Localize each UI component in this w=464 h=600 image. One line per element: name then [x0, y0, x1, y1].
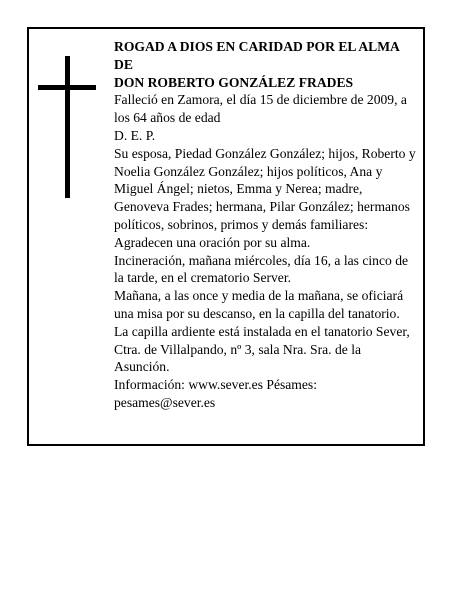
dep-text: D. E. P. — [114, 127, 156, 143]
contact-info: Información: www.sever.es Pésames: pesames@sever.es — [114, 377, 317, 410]
obituary-text — [114, 38, 419, 412]
cross-horizontal-bar — [38, 85, 96, 90]
prayer-request: Agradecen una oración por su alma. — [114, 234, 311, 250]
chapel-info: La capilla ardiente está instalada en el tanatorio Sever, Ctra. de Villalpando, nº 3, sala Nra. Sra. de la Asunción. — [114, 323, 410, 375]
headline-prayer: ROGAD A DIOS EN CARIDAD POR EL ALMA DE — [114, 39, 400, 72]
death-info: Falleció en Zamora, el día 15 de diciembre de 2009, a los 64 años de edad — [114, 92, 407, 126]
cross-vertical-bar — [65, 56, 70, 198]
cremation-info: Incineración, mañana miércoles, día 16, a las cinco de la tarde, en el crematorio Server. — [114, 252, 409, 286]
deceased-name: DON ROBERTO GONZÁLEZ FRADES — [114, 74, 354, 90]
family-list: Su esposa, Piedad González González; hijos, Roberto y Noelia González González; hijos políticos, Ana y Miguel Ángel; nietos, Emma y Nerea; madre, Genoveva Frades; hermana, Pilar González; hermanos políticos, sobrinos, primos y demás familiares: — [114, 145, 416, 232]
mass-info: Mañana, a las once y media de la mañana, se oficiará una misa por su descanso, en la capilla del tanatorio. — [114, 288, 404, 321]
